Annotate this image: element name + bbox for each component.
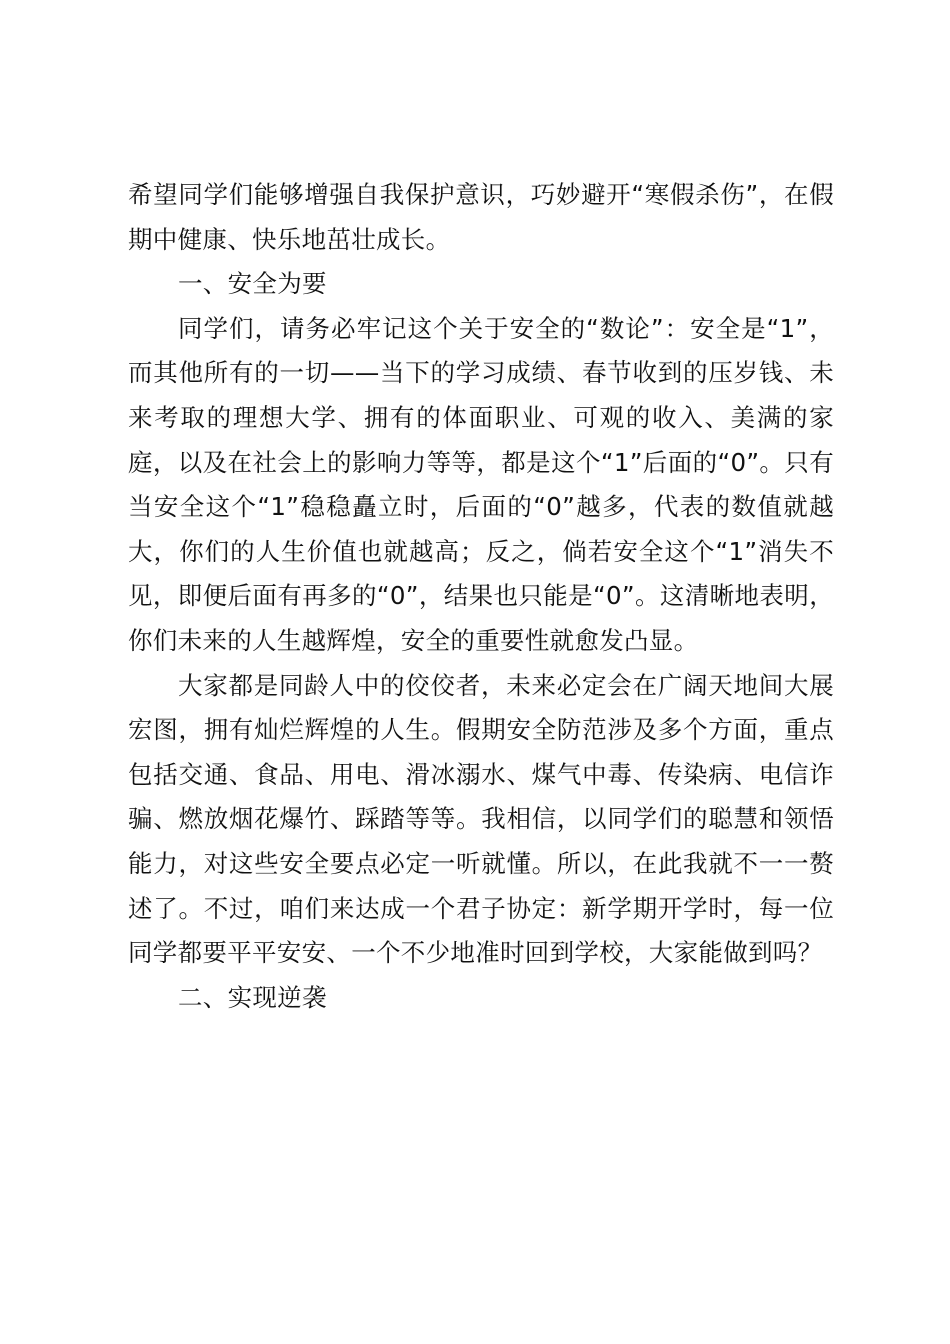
- section-heading-safety: 一、安全为要: [178, 269, 327, 299]
- paragraph-safety-number-theory: 同学们，请务必牢记这个关于安全的“数论”：安全是“1”，而其他所有的一切——当下的学习成绩、春节收到的压岁钱、未来考取的理想大学、拥有的体面职业、可观的收入、美满的家庭，以及在社会上的影响力等等，都是这个“1”后面的“0”。只有当安全这个“1”稳稳矗立时，后面的“0”越多，代表的数值就越大，你们的人生价值也就越高；反之，倘若安全这个“1”消失不见，即便后面有再多的“0”，结果也只能是“0”。这清晰地表明，你们未来的人生越辉煌，安全的重要性就愈发凸显。: [128, 313, 834, 655]
- section-heading-comeback: 二、实现逆袭: [178, 982, 327, 1012]
- paragraph-holiday-safety-points: 大家都是同龄人中的佼佼者，未来必定会在广阔天地间大展宏图，拥有灿烂辉煌的人生。假期安全防范涉及多个方面，重点包括交通、食品、用电、滑冰溺水、煤气中毒、传染病、电信诈骗、燃放烟花爆竹、踩踏等等。我相信，以同学们的聪慧和领悟能力，对这些安全要点必定一听就懂。所以，在此我就不一一赘述了。不过，咱们来达成一个君子协定：新学期开学时，每一位同学都要平平安安、一个不少地准时回到学校，大家能做到吗？: [128, 670, 834, 968]
- document-body: [128, 173, 834, 1020]
- paragraph-closing-wish: 希望同学们能够增强自我保护意识，巧妙避开“寒假杀伤”，在假期中健康、快乐地茁壮成长。: [128, 180, 834, 254]
